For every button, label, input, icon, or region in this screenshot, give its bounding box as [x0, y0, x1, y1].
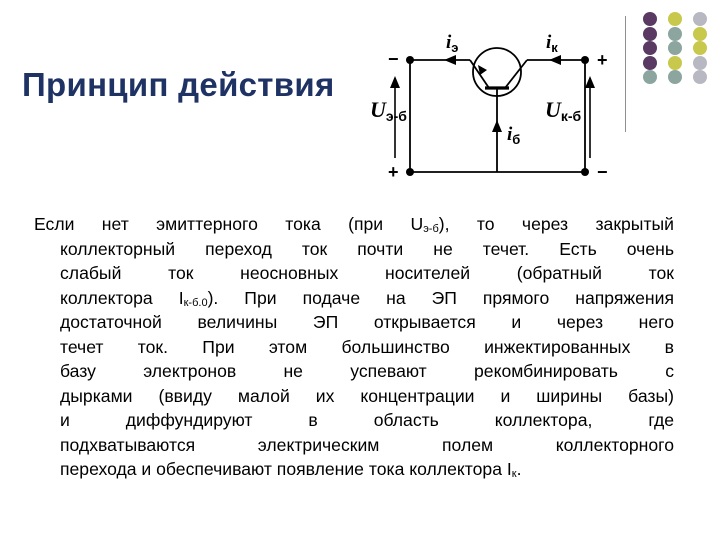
- decor-dot: [668, 70, 682, 84]
- terminal-bottom-right: [581, 168, 589, 176]
- decor-dot: [643, 41, 657, 55]
- text-line-8: дырками (ввиду малой их концентрации и ширины базы): [60, 385, 674, 406]
- base-current-label: $i_б$: [507, 124, 521, 147]
- base-current-arrow-icon: [492, 120, 502, 132]
- text-line-9: и диффундируют в область коллектора, где: [60, 410, 674, 430]
- terminal-top-right: [581, 56, 589, 64]
- sign-bottom-left: +: [388, 162, 399, 182]
- decor-dot: [668, 12, 682, 26]
- title-divider: [625, 16, 626, 132]
- decor-dot: [693, 27, 707, 41]
- slide-title: Принцип действия: [22, 66, 335, 103]
- decor-dot: [693, 70, 707, 84]
- text-line-6: течет ток. При этом большинство инжектированных в: [60, 336, 674, 357]
- decor-dot: [668, 56, 682, 70]
- decor-dot: [693, 41, 707, 55]
- text-line-7: базу электронов не успевают рекомбинировать с: [60, 361, 674, 381]
- decor-dot: [693, 12, 707, 26]
- decorative-dot-grid: [636, 10, 712, 86]
- decor-dot: [643, 12, 657, 26]
- decor-dot: [668, 27, 682, 41]
- text-line-3: слабый ток неосновных носителей (обратный ток: [60, 263, 674, 283]
- decor-dot: [643, 70, 657, 84]
- collector-current-label: $i_к$: [546, 32, 558, 55]
- text-line-1: Если нет эмиттерного тока (при Uэ-б), то через закрытый: [34, 214, 674, 235]
- voltage-eb-arrow-icon: [390, 76, 400, 88]
- transistor-symbol: [470, 48, 527, 96]
- transistor-circuit-diagram: [365, 18, 625, 193]
- sign-top-right: +: [597, 50, 608, 70]
- voltage-eb-label: Uэ-б: [370, 97, 407, 124]
- sign-top-left: −: [388, 49, 399, 69]
- text-line-2: коллекторный переход ток почти не течет. Есть очень: [60, 238, 674, 259]
- voltage-kb-label: Uк-б: [545, 97, 582, 124]
- voltage-kb-arrow-icon: [585, 76, 595, 88]
- emitter-current-label: $i_э$: [446, 32, 459, 55]
- decor-dot: [668, 41, 682, 55]
- terminal-top-left: [406, 56, 414, 64]
- text-line-5: достаточной величины ЭП открывается и через него: [60, 312, 674, 332]
- sign-bottom-right: −: [597, 162, 608, 182]
- decor-dot: [643, 27, 657, 41]
- text-line-4: коллектора Iк-б.0). При подаче на ЭП прямого напряжения: [60, 287, 674, 309]
- decor-dot: [643, 56, 657, 70]
- text-line-11: перехода и обеспечивают появление тока коллектора Iк.: [60, 459, 522, 480]
- collector-current-arrow-icon: [549, 55, 561, 65]
- body-paragraph: [34, 212, 674, 482]
- terminal-bottom-left: [406, 168, 414, 176]
- text-line-10: подхватываются электрическим полем коллекторного: [60, 434, 674, 455]
- emitter-current-arrow-icon: [444, 55, 456, 65]
- decor-dot: [693, 56, 707, 70]
